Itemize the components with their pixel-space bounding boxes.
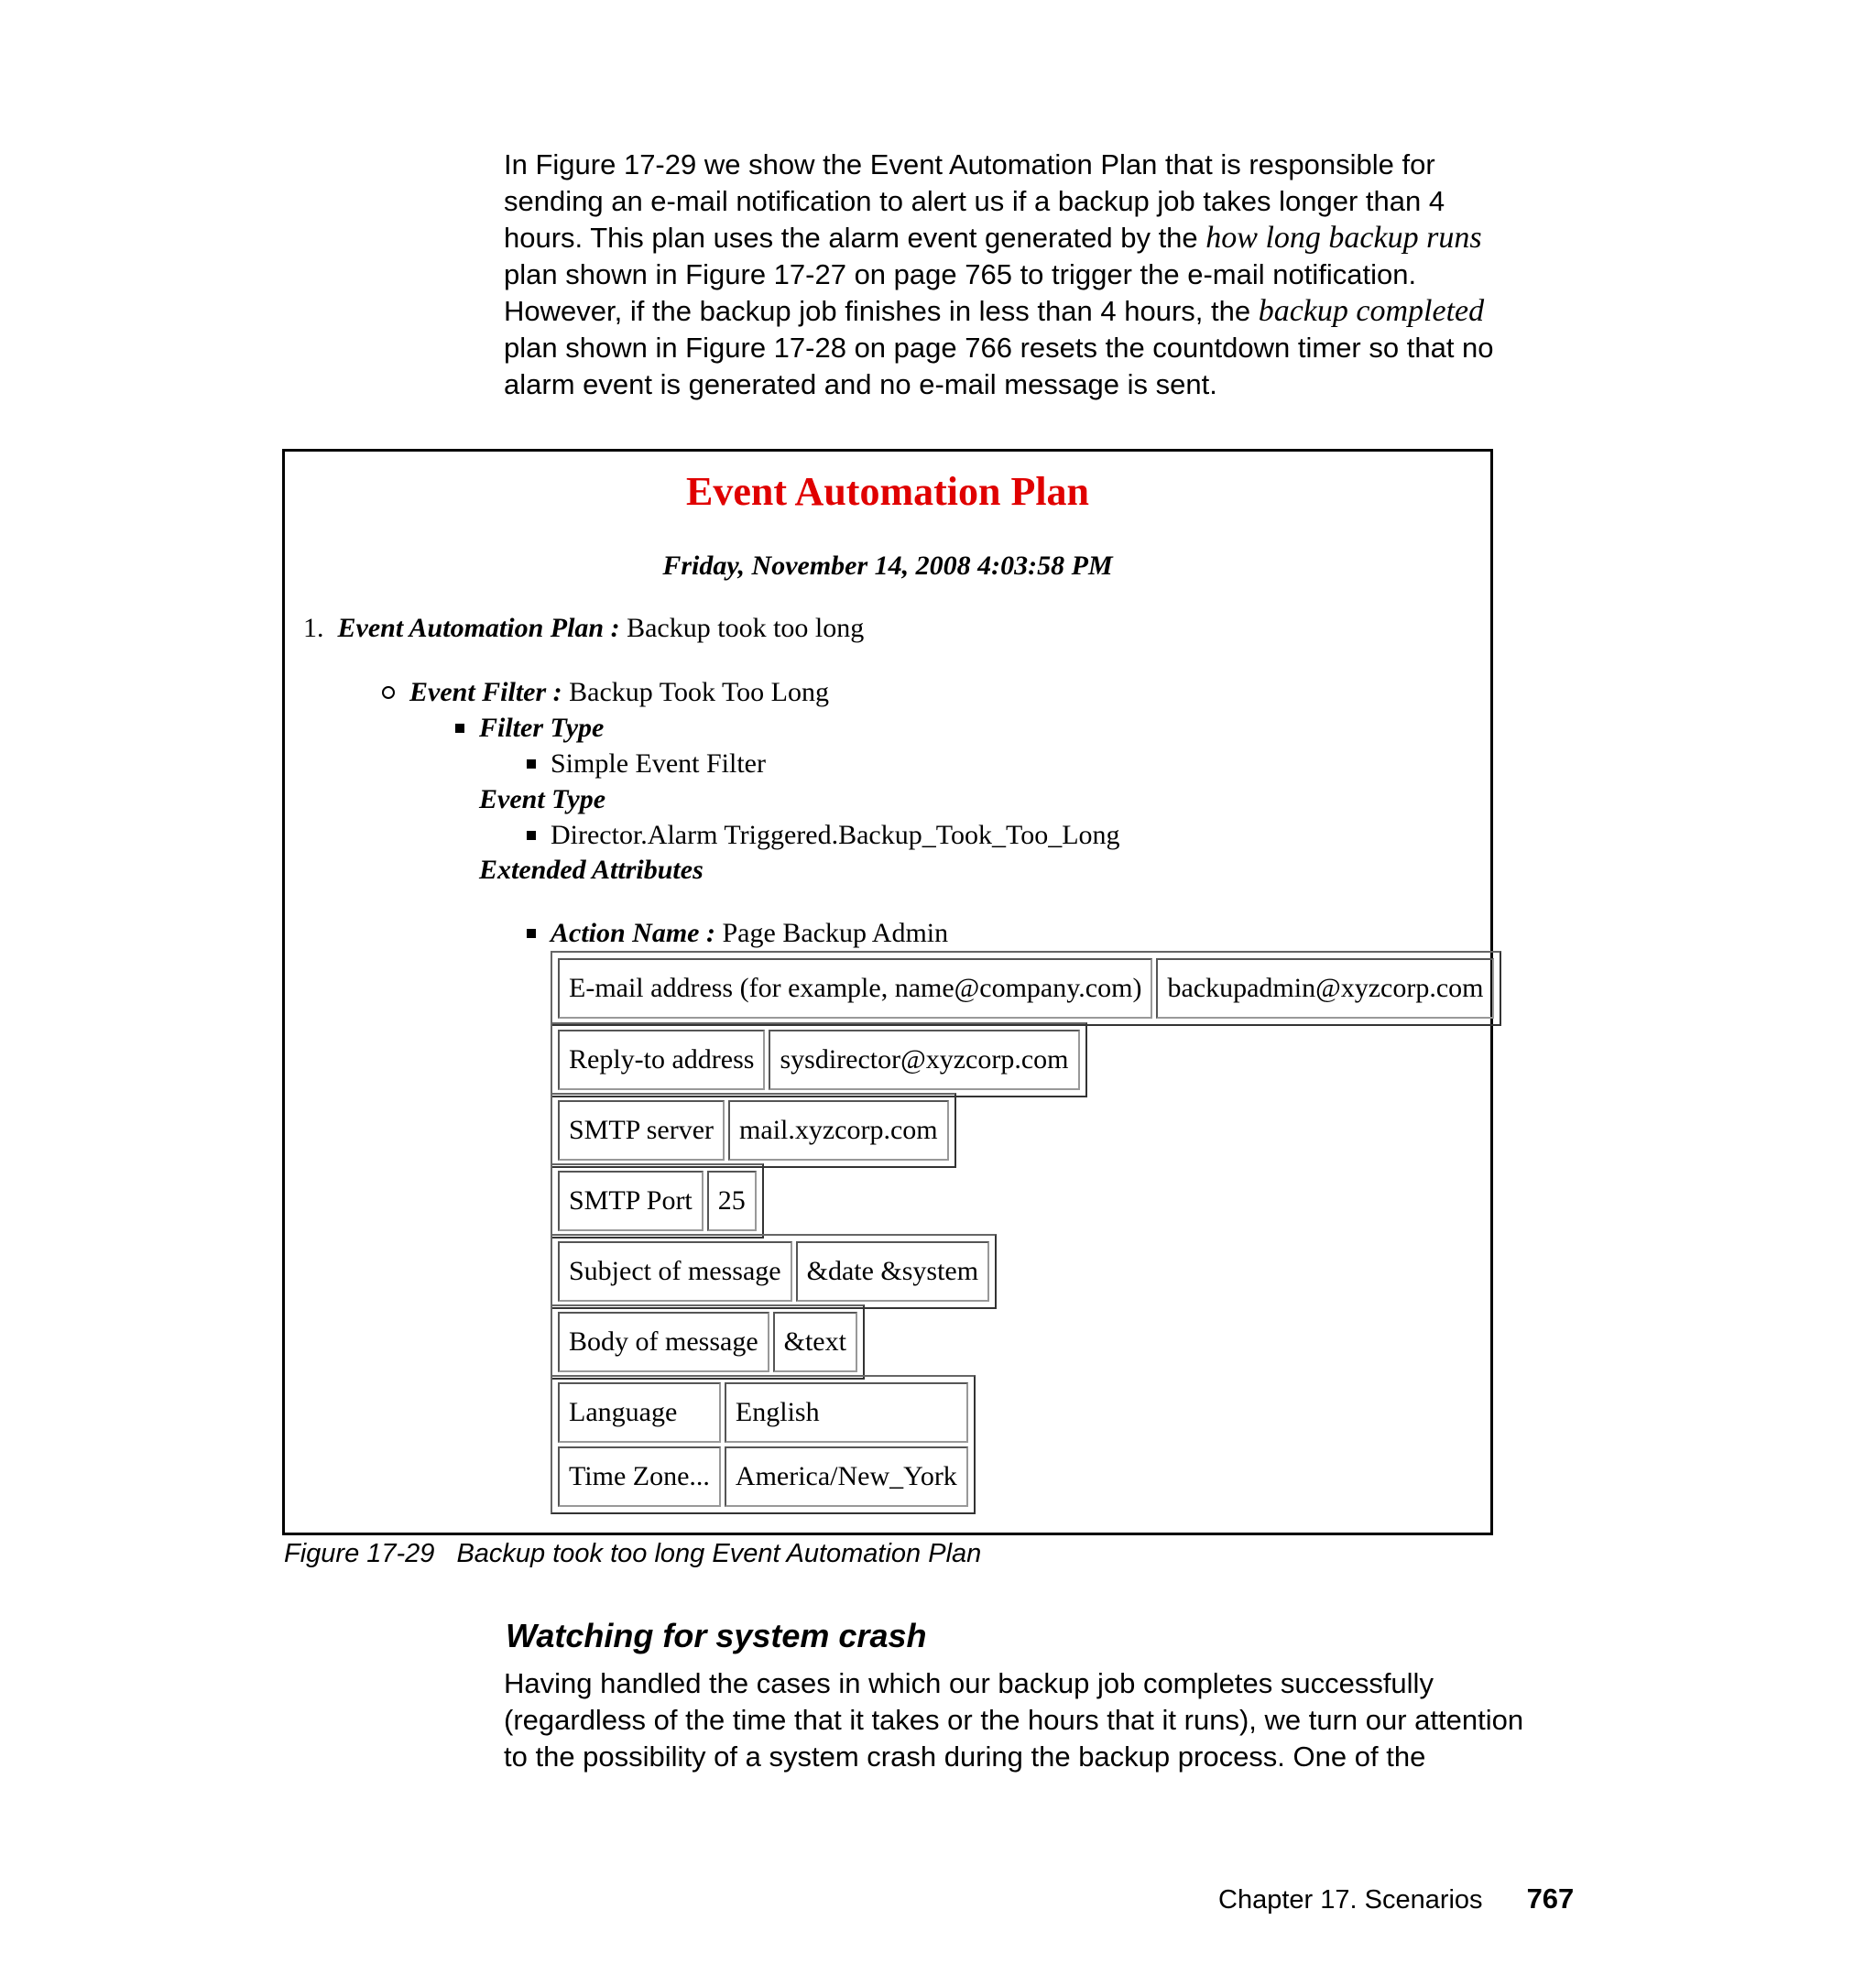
text-line: to the possibility of a system crash during the backup process. One of the: [504, 1740, 1426, 1773]
emphasis-text: backup completed: [1258, 294, 1485, 328]
attribute-table-reply-to: [551, 1022, 1087, 1097]
page-footer: [1218, 1882, 1574, 1915]
attribute-value: &date &system: [796, 1241, 989, 1302]
attribute-name: Language: [558, 1382, 721, 1443]
text-line: [504, 220, 1603, 256]
action-value: Page Backup Admin: [715, 918, 949, 948]
attribute-value: &text: [773, 1312, 857, 1372]
extended-attributes-line: [479, 854, 704, 887]
attribute-value: backupadmin@xyzcorp.com: [1156, 958, 1494, 1019]
extended-attributes-label: Extended Attributes: [479, 855, 704, 885]
square-bullet-icon: [455, 724, 464, 733]
emphasis-text: how long backup runs: [1205, 221, 1482, 255]
attribute-name: E-mail address (for example, name@company.com): [558, 958, 1152, 1019]
attribute-table-smtp-server: [551, 1093, 956, 1168]
attribute-table-smtp-port: [551, 1163, 764, 1239]
attribute-name: Reply-to address: [558, 1030, 765, 1090]
plan-label: Event Automation Plan :: [337, 613, 620, 643]
attribute-name: Body of message: [558, 1312, 769, 1372]
plan-value: Backup took too long: [619, 613, 865, 643]
body-paragraph: [504, 1665, 1603, 1775]
figure-number: Figure 17-29: [284, 1539, 435, 1568]
attribute-value: mail.xyzcorp.com: [728, 1100, 949, 1161]
event-type-line: [479, 783, 605, 816]
filter-type-value: Simple Event Filter: [551, 748, 766, 779]
event-type-value-line: [527, 819, 1120, 852]
filter-type-value-line: [527, 747, 766, 780]
square-bullet-icon: [527, 929, 536, 938]
attribute-name: SMTP server: [558, 1100, 725, 1161]
text-line: alarm event is generated and no e-mail message is sent.: [504, 368, 1217, 400]
plan-line: [303, 612, 864, 645]
attribute-name: Time Zone...: [558, 1446, 721, 1507]
chapter-label: Chapter 17. Scenarios: [1218, 1885, 1483, 1915]
square-bullet-icon: [527, 759, 536, 769]
intro-paragraph: [504, 147, 1603, 403]
text-line: In Figure 17-29 we show the Event Automation Plan that is responsible for: [504, 148, 1435, 180]
table-row: [558, 1030, 1080, 1090]
attribute-value: English: [725, 1382, 968, 1443]
attribute-table-email: [551, 951, 1501, 1026]
section-heading: Watching for system crash: [506, 1617, 927, 1654]
action-line: [527, 917, 948, 950]
text-line: [504, 293, 1603, 330]
text-run: However, if the backup job finishes in less than 4 hours, the: [504, 295, 1259, 327]
plan-number: 1.: [303, 613, 324, 643]
filter-value: Backup Took Too Long: [562, 677, 829, 707]
filter-line: [382, 676, 829, 709]
figure-title: Event Automation Plan: [685, 469, 1090, 514]
figure-screenshot: [282, 449, 1493, 1535]
attribute-value: 25: [707, 1171, 757, 1231]
text-line: plan shown in Figure 17-28 on page 766 resets the countdown timer so that no: [504, 332, 1494, 364]
table-row: [558, 958, 1494, 1019]
square-bullet-icon: [527, 831, 536, 840]
filter-type-line: [455, 712, 604, 745]
attribute-name: Subject of message: [558, 1241, 792, 1302]
attribute-table-locale: [551, 1375, 976, 1514]
page-number: 767: [1526, 1882, 1575, 1915]
table-row: [558, 1171, 757, 1231]
figure-caption-text: Backup took too long Event Automation Plan: [456, 1539, 982, 1568]
table-row: [558, 1241, 989, 1302]
event-type-label: Event Type: [479, 784, 606, 814]
figure-caption: [284, 1539, 981, 1569]
event-type-value: Director.Alarm Triggered.Backup_Took_Too_Long: [551, 820, 1120, 850]
attribute-table-subject: [551, 1234, 997, 1309]
text-line: (regardless of the time that it takes or the hours that it runs), we turn our attention: [504, 1704, 1524, 1736]
table-row: [558, 1100, 949, 1161]
attribute-value: America/New_York: [725, 1446, 968, 1507]
table-row: [558, 1446, 968, 1507]
text-line: sending an e-mail notification to alert us if a backup job takes longer than 4: [504, 185, 1445, 217]
text-run: hours. This plan uses the alarm event generated by the: [504, 222, 1206, 254]
attribute-value: sysdirector@xyzcorp.com: [769, 1030, 1079, 1090]
filter-type-label: Filter Type: [479, 713, 605, 743]
action-label: Action Name :: [551, 918, 715, 948]
attribute-table-body: [551, 1304, 865, 1380]
filter-label: Event Filter :: [409, 677, 562, 707]
attribute-name: SMTP Port: [558, 1171, 704, 1231]
circle-bullet-icon: [382, 686, 395, 699]
figure-date: Friday, November 14, 2008 4:03:58 PM: [662, 551, 1113, 581]
table-row: [558, 1312, 857, 1372]
table-row: [558, 1382, 968, 1443]
text-line: plan shown in Figure 17-27 on page 765 to trigger the e-mail notification.: [504, 258, 1417, 290]
text-line: Having handled the cases in which our backup job completes successfully: [504, 1667, 1434, 1699]
